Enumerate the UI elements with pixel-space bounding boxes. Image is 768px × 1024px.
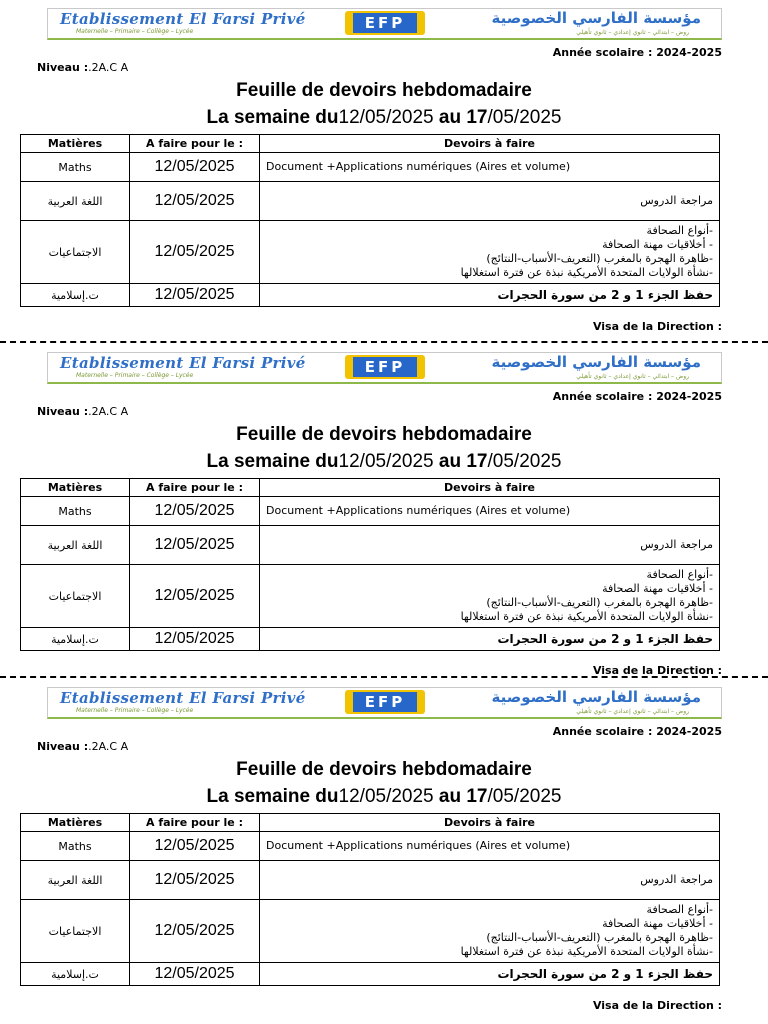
- homework-line: -أنواع الصحافة: [646, 903, 713, 916]
- week-range: [0, 786, 768, 808]
- table-row: [21, 526, 720, 565]
- school-year: Année scolaire : 2024-2025: [552, 725, 722, 738]
- level-value: .2A.C A: [88, 405, 129, 418]
- row-date: 12/05/2025: [130, 861, 260, 900]
- row-date: 12/05/2025: [130, 526, 260, 565]
- homework-line: -ظاهرة الهجرة بالمغرب (التعريف-الأسباب-النتائج): [486, 252, 713, 265]
- header-homework: Devoirs à faire: [260, 135, 720, 153]
- homework-line: - أخلاقيات مهنة الصحافة: [602, 582, 713, 595]
- table-row: [21, 153, 720, 182]
- week-range: [0, 107, 768, 129]
- row-date: 12/05/2025: [130, 497, 260, 526]
- week-prefix: La semaine du: [206, 107, 339, 128]
- sheet-title: Feuille de devoirs hebdomadaire: [236, 80, 532, 101]
- week-end-rest: /05/2025: [487, 451, 562, 472]
- table-header-row: [21, 814, 720, 832]
- school-banner: [47, 352, 722, 384]
- row-homework: [260, 900, 720, 963]
- table-row: [21, 832, 720, 861]
- level-label: Niveau :: [37, 61, 89, 74]
- homework-line: Document +Applications numériques (Aires et volume): [266, 160, 571, 173]
- week-start: 12/05/2025: [338, 786, 434, 807]
- header-subject: Matières: [21, 479, 130, 497]
- week-start: 12/05/2025: [338, 451, 434, 472]
- row-date: 12/05/2025: [130, 284, 260, 307]
- cut-line-1: [0, 341, 768, 343]
- school-levels-fr: Maternelle – Primaire – Collège – Lycée: [76, 28, 194, 35]
- header-due-date: A faire pour le :: [130, 814, 260, 832]
- homework-line: مراجعة الدروس: [640, 873, 713, 886]
- row-date: 12/05/2025: [130, 628, 260, 651]
- row-subject: الاجتماعيات: [21, 221, 130, 284]
- table-row: [21, 284, 720, 307]
- logo-text: EFP: [353, 357, 417, 377]
- sheet-title: Feuille de devoirs hebdomadaire: [236, 424, 532, 445]
- week-mid: au: [433, 451, 467, 472]
- table-row: [21, 182, 720, 221]
- row-date: 12/05/2025: [130, 900, 260, 963]
- row-homework: [260, 221, 720, 284]
- homework-sheet-2: [0, 344, 768, 677]
- row-subject: الاجتماعيات: [21, 900, 130, 963]
- homework-sheet-3: [0, 679, 768, 1012]
- homework-line: -ظاهرة الهجرة بالمغرب (التعريف-الأسباب-النتائج): [486, 596, 713, 609]
- week-end-day: 17: [466, 786, 488, 807]
- school-name-ar: مؤسسة الفارسي الخصوصية: [491, 353, 701, 371]
- row-subject: اللغة العربية: [21, 526, 130, 565]
- school-name-fr: Etablissement El Farsi Privé: [60, 354, 306, 372]
- row-homework: [260, 526, 720, 565]
- cut-line-2: [0, 676, 768, 678]
- school-levels-ar: روض – ابتدائي – ثانوي إعدادي – ثانوي تأهيلي: [576, 29, 689, 36]
- table-header-row: [21, 135, 720, 153]
- week-end-day: 17: [466, 451, 488, 472]
- school-levels-ar: روض – ابتدائي – ثانوي إعدادي – ثانوي تأهيلي: [576, 708, 689, 715]
- school-levels-fr: Maternelle – Primaire – Collège – Lycée: [76, 372, 194, 379]
- row-homework: [260, 861, 720, 900]
- row-homework: [260, 497, 720, 526]
- row-date: 12/05/2025: [130, 963, 260, 986]
- homework-line: -أنواع الصحافة: [646, 224, 713, 237]
- header-homework: Devoirs à faire: [260, 479, 720, 497]
- homework-line: Document +Applications numériques (Aires et volume): [266, 504, 571, 517]
- row-date: 12/05/2025: [130, 182, 260, 221]
- header-due-date: A faire pour le :: [130, 479, 260, 497]
- homework-line: -نشأة الولايات المتحدة الأمريكية نبذة عن فترة استغلالها: [460, 945, 713, 958]
- header-subject: Matières: [21, 135, 130, 153]
- school-banner: [47, 687, 722, 719]
- direction-visa: Visa de la Direction :: [592, 320, 722, 333]
- table-row: [21, 861, 720, 900]
- row-homework: [260, 963, 720, 986]
- row-homework: [260, 832, 720, 861]
- homework-line: مراجعة الدروس: [640, 194, 713, 207]
- row-date: 12/05/2025: [130, 221, 260, 284]
- level: [37, 61, 128, 74]
- row-subject: ت.إسلامية: [21, 284, 130, 307]
- level: [37, 405, 128, 418]
- table-row: [21, 963, 720, 986]
- row-subject: اللغة العربية: [21, 182, 130, 221]
- level-label: Niveau :: [37, 405, 89, 418]
- row-subject: الاجتماعيات: [21, 565, 130, 628]
- header-homework: Devoirs à faire: [260, 814, 720, 832]
- school-year: Année scolaire : 2024-2025: [552, 390, 722, 403]
- level-value: .2A.C A: [88, 61, 129, 74]
- row-subject: اللغة العربية: [21, 861, 130, 900]
- level-label: Niveau :: [37, 740, 89, 753]
- homework-line: حفظ الجزء 1 و 2 من سورة الحجرات: [497, 288, 713, 302]
- homework-table: [20, 813, 720, 986]
- table-row: [21, 900, 720, 963]
- table-row: [21, 497, 720, 526]
- table-row: [21, 628, 720, 651]
- direction-visa: Visa de la Direction :: [592, 999, 722, 1012]
- week-end-day: 17: [466, 107, 488, 128]
- row-subject: Maths: [21, 832, 130, 861]
- row-date: 12/05/2025: [130, 832, 260, 861]
- homework-line: مراجعة الدروس: [640, 538, 713, 551]
- row-date: 12/05/2025: [130, 565, 260, 628]
- week-mid: au: [433, 786, 467, 807]
- table-row: [21, 221, 720, 284]
- logo-text: EFP: [353, 692, 417, 712]
- school-levels-ar: روض – ابتدائي – ثانوي إعدادي – ثانوي تأهيلي: [576, 373, 689, 380]
- direction-visa: Visa de la Direction :: [592, 664, 722, 677]
- week-prefix: La semaine du: [206, 786, 339, 807]
- row-homework: [260, 153, 720, 182]
- week-mid: au: [433, 107, 467, 128]
- row-subject: Maths: [21, 497, 130, 526]
- week-end-rest: /05/2025: [487, 786, 562, 807]
- header-subject: Matières: [21, 814, 130, 832]
- table-row: [21, 565, 720, 628]
- homework-line: -نشأة الولايات المتحدة الأمريكية نبذة عن فترة استغلالها: [460, 610, 713, 623]
- table-header-row: [21, 479, 720, 497]
- week-start: 12/05/2025: [338, 107, 434, 128]
- homework-line: - أخلاقيات مهنة الصحافة: [602, 917, 713, 930]
- row-subject: ت.إسلامية: [21, 963, 130, 986]
- row-homework: [260, 628, 720, 651]
- level-value: .2A.C A: [88, 740, 129, 753]
- school-name-fr: Etablissement El Farsi Privé: [60, 689, 306, 707]
- school-logo: [345, 355, 425, 379]
- header-due-date: A faire pour le :: [130, 135, 260, 153]
- level: [37, 740, 128, 753]
- school-levels-fr: Maternelle – Primaire – Collège – Lycée: [76, 707, 194, 714]
- row-subject: Maths: [21, 153, 130, 182]
- school-logo: [345, 11, 425, 35]
- week-end-rest: /05/2025: [487, 107, 562, 128]
- school-name-ar: مؤسسة الفارسي الخصوصية: [491, 688, 701, 706]
- homework-line: حفظ الجزء 1 و 2 من سورة الحجرات: [497, 967, 713, 981]
- school-year: Année scolaire : 2024-2025: [552, 46, 722, 59]
- homework-table: [20, 134, 720, 307]
- week-prefix: La semaine du: [206, 451, 339, 472]
- homework-line: Document +Applications numériques (Aires et volume): [266, 839, 571, 852]
- school-logo: [345, 690, 425, 714]
- homework-line: -ظاهرة الهجرة بالمغرب (التعريف-الأسباب-النتائج): [486, 931, 713, 944]
- homework-line: حفظ الجزء 1 و 2 من سورة الحجرات: [497, 632, 713, 646]
- homework-line: - أخلاقيات مهنة الصحافة: [602, 238, 713, 251]
- logo-text: EFP: [353, 13, 417, 33]
- school-banner: [47, 8, 722, 40]
- row-homework: [260, 182, 720, 221]
- homework-line: -نشأة الولايات المتحدة الأمريكية نبذة عن فترة استغلالها: [460, 266, 713, 279]
- homework-sheet-1: [0, 0, 768, 333]
- school-name-fr: Etablissement El Farsi Privé: [60, 10, 306, 28]
- school-name-ar: مؤسسة الفارسي الخصوصية: [491, 9, 701, 27]
- week-range: [0, 451, 768, 473]
- row-date: 12/05/2025: [130, 153, 260, 182]
- row-homework: [260, 284, 720, 307]
- homework-line: -أنواع الصحافة: [646, 568, 713, 581]
- row-subject: ت.إسلامية: [21, 628, 130, 651]
- sheet-title: Feuille de devoirs hebdomadaire: [236, 759, 532, 780]
- row-homework: [260, 565, 720, 628]
- homework-table: [20, 478, 720, 651]
